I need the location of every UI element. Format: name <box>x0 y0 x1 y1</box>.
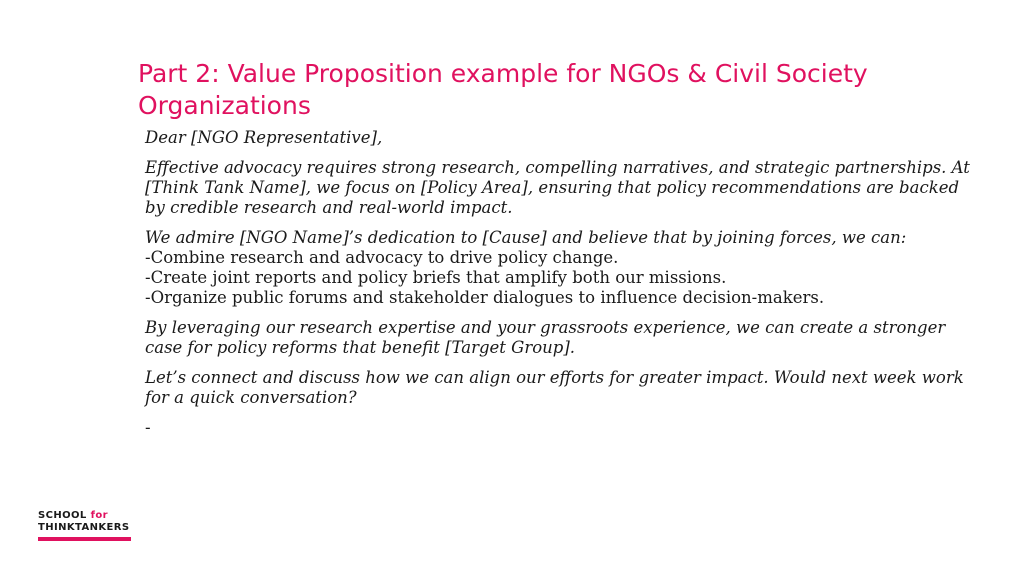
letter-paragraph-2-intro: We admire [NGO Name]’s dedication to [Cause] and believe that by joining forces, we can: <box>145 228 907 247</box>
letter-paragraph-4: Let’s connect and discuss how we can align our efforts for greater impact. Would next week work for a quick conversation? <box>145 368 964 407</box>
letter-bullet-3: -Organize public forums and stakeholder dialogues to influence decision-makers. <box>145 288 825 307</box>
letter-closing: - <box>145 418 151 437</box>
logo-for-text: for <box>90 510 108 521</box>
letter-greeting: Dear [NGO Representative], <box>145 128 383 147</box>
logo-school-text: SCHOOL <box>38 510 91 521</box>
letter-body <box>145 128 975 448</box>
letter-paragraph-3: By leveraging our research expertise and your grassroots experience, we can create a stronger case for policy reforms that benefit [Target Group]. <box>145 318 946 357</box>
letter-bullet-2: -Create joint reports and policy briefs that amplify both our missions. <box>145 268 727 287</box>
logo-line-2: THINKTANKERS <box>38 522 130 533</box>
school-for-thinktankers-logo <box>38 510 138 541</box>
logo-line-1 <box>38 510 138 522</box>
logo-underline-bar <box>38 537 131 541</box>
letter-paragraph-1: Effective advocacy requires strong research, compelling narratives, and strategic partnerships. At [Think Tank Name], we focus on [Policy Area], ensuring that policy recommendations are backed by credible research and real-world impact. <box>145 158 970 217</box>
letter-bullet-1: -Combine research and advocacy to drive policy change. <box>145 248 619 267</box>
slide-title: Part 2: Value Proposition example for NGOs & Civil Society Organizations <box>138 59 868 120</box>
letter-paragraph-2 <box>145 228 975 308</box>
